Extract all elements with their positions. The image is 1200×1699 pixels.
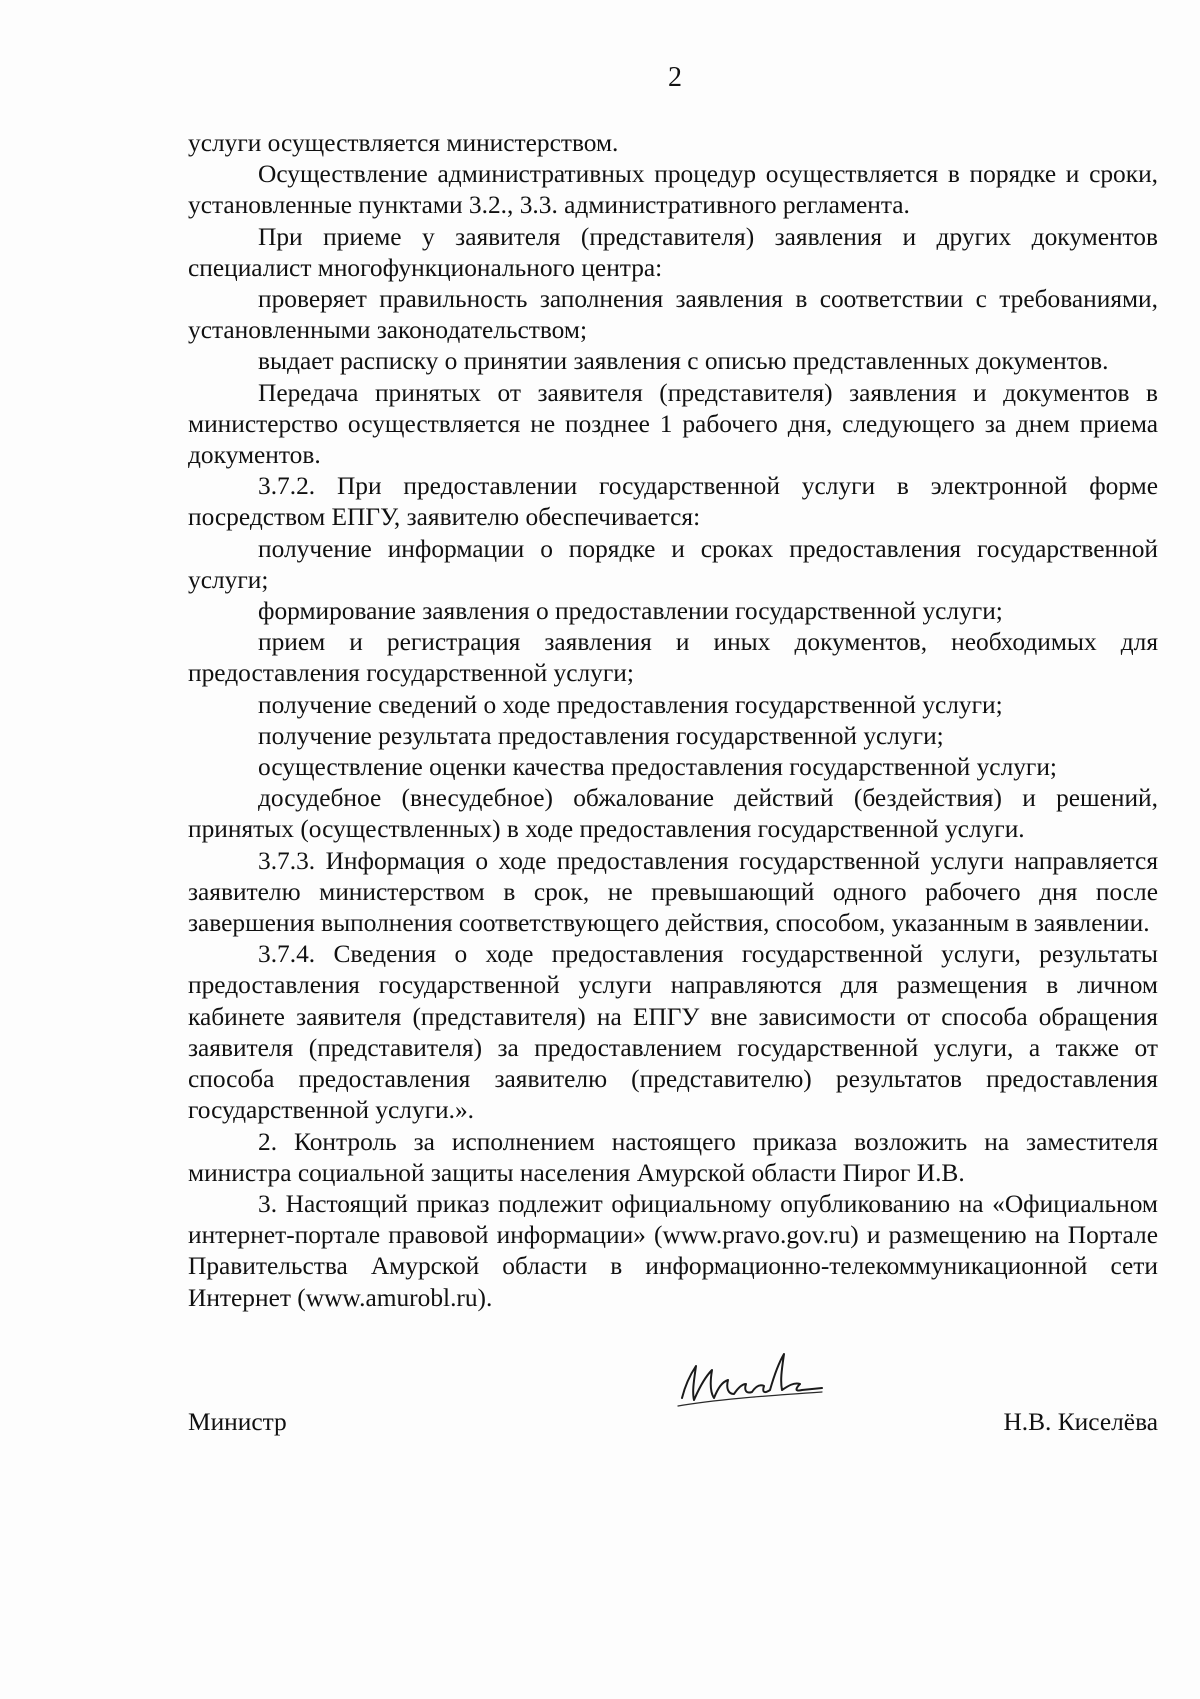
paragraph: Осуществление административных процедур осуществляется в порядке и сроки, установленные пунктами 3.2., 3.3. административного регламента. xyxy=(188,160,1158,220)
paragraph: 3.7.4. Сведения о ходе предоставления государственной услуги, результаты предоставления государственной услуги направляются для размещения в личном кабинете заявителя (представителя) на ЕПГУ вне зависимости от способа обращения заявителя (представителя) за предоставлением государственной услуги, а также от способа предоставления заявителю (представителю) результатов предоставления государственной услуги.». xyxy=(188,940,1158,1125)
paragraph: досудебное (внесудебное) обжалование действий (бездействия) и решений, принятых (осуществленных) в ходе предоставления государственной услуги. xyxy=(188,784,1158,844)
signature-block xyxy=(188,1408,1158,1448)
paragraph: прием и регистрация заявления и иных документов, необходимых для предоставления государственной услуги; xyxy=(188,628,1158,688)
paragraph: выдает расписку о принятии заявления с описью представленных документов. xyxy=(258,347,1109,376)
paragraph: осуществление оценки качества предоставления государственной услуги; xyxy=(258,753,1057,782)
paragraph: формирование заявления о предоставлении государственной услуги; xyxy=(258,597,1003,626)
paragraph: Передача принятых от заявителя (представителя) заявления и документов в министерство осуществляется не позднее 1 рабочего дня, следующего за днем приема документов. xyxy=(188,378,1158,470)
handwritten-signature xyxy=(672,1346,832,1416)
paragraph: получение информации о порядке и сроках предоставления государственной услуги; xyxy=(188,534,1158,594)
paragraph: услуги осуществляется министерством. xyxy=(188,129,619,157)
paragraph: 3.7.2. При предоставлении государственной услуги в электронной форме посредством ЕПГУ, заявителю обеспечивается: xyxy=(188,472,1158,532)
signatory-title: Министр xyxy=(188,1408,287,1436)
paragraph: При приеме у заявителя (представителя) заявления и других документов специалист многофункционального центра: xyxy=(188,222,1158,282)
document-body xyxy=(188,128,1158,1314)
paragraph: получение сведений о ходе предоставления государственной услуги; xyxy=(258,690,1003,719)
paragraph: 3.7.3. Информация о ходе предоставления государственной услуги направляется заявителю министерством в срок, не превышающий одного рабочего дня после завершения выполнения соответствующего действия, способом, указанным в заявлении. xyxy=(188,846,1158,938)
page-number: 2 xyxy=(668,62,682,93)
paragraph: проверяет правильность заполнения заявления в соответствии с требованиями, установленными законодательством; xyxy=(188,285,1158,345)
signatory-name: Н.В. Киселёва xyxy=(1003,1408,1158,1436)
paragraph: 2. Контроль за исполнением настоящего приказа возложить на заместителя министра социальной защиты населения Амурской области Пирог И.В. xyxy=(188,1127,1158,1187)
paragraph: получение результата предоставления государственной услуги; xyxy=(258,721,944,750)
paragraph: 3. Настоящий приказ подлежит официальному опубликованию на «Официальном интернет-портале правовой информации» (www.pravo.gov.ru) и размещению на Портале Правительства Амурской области в информационно-телекоммуникационной сети Интернет (www.amurobl.ru). xyxy=(188,1189,1158,1312)
